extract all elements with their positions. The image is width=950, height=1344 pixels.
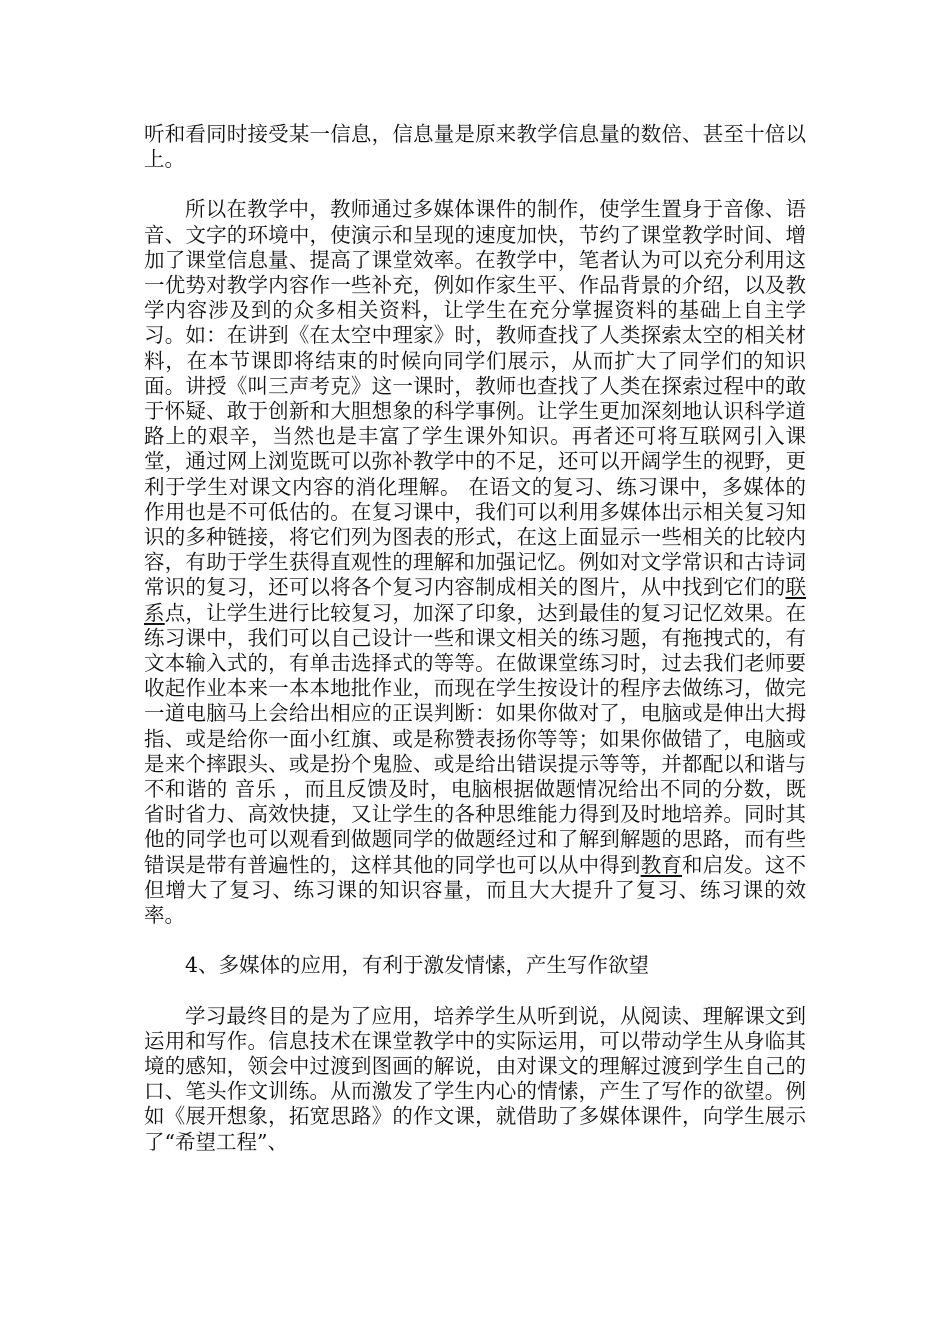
paragraph-2 [144, 197, 806, 928]
document-page [144, 122, 806, 1180]
underlined-term-jiaoyu: 教育 [640, 852, 683, 877]
paragraph-1 [144, 122, 806, 172]
paragraph-3 [144, 1004, 806, 1155]
paragraph-text: 学习最终目的是为了应用，培养学生从听到说，从阅读、理解课文到运用和写作。信息技术在课堂教学中的实际运用，可以带动学生从身临其境的感知，领会中过渡到图画的解说，由对课文的理解过渡到学生自己的口、笔头作文训练。从而激发了学生内心的情愫，产生了写作的欲望。例如《展开想象，拓宽思路》的作文课，就借助了多媒体课件，向学生展示了“希望工程”、 [144, 1003, 806, 1154]
section-heading-4 [144, 953, 806, 978]
paragraph-text: 点，让学生进行比较复习，加深了印象，达到最佳的复习记忆效果。在练习课中，我们可以自己设计一些和课文相关的练习题，有拖拽式的，有文本输入式的，有单击选择式的等等。在做课堂练习时，过去我们老师要收起作业本来一本本地批作业，而现在学生按设计的程序去做练习，做完一道电脑马上会给出相应的正误判断：如果你做对了，电脑或是伸出大拇指、或是给你一面小红旗、或是称赞表扬你等等；如果你做错了，电脑或是来个摔跟头、或是扮个鬼脸、或是给出错误提示等等，并都配以和谐与不和谐的 音乐 ，而且反馈及时，电脑根据做题情况给出不同的分数，既省时省力、高效快捷，又让学生的各种思维能力得到及时地培养。同时其他的同学也可以观看到做题同学的做题经过和了解到解题的思路，而有些错误是带有普遍性的，这样其他的同学也可以从中得到 [144, 600, 807, 877]
underlined-term-lianxi: 联系 [144, 575, 806, 625]
paragraph-text: 和启发。这不但增大了复习、练习课的知识容量，而且大大提升了复习、练习课的效率。 [144, 852, 807, 928]
heading-text: 4、多媒体的应用，有利于激发情愫，产生写作欲望 [185, 953, 650, 978]
paragraph-text: 听和看同时接受某一信息，信息量是原来教学信息量的数倍、甚至十倍以上。 [144, 122, 806, 172]
paragraph-text: 所以在教学中，教师通过多媒体课件的制作，使学生置身于音像、语音、文字的环境中，使演示和呈现的速度加快，节约了课堂教学时间、增加了课堂信息量、提高了课堂效率。在教学中，笔者认为可以充分利用这一优势对教学内容作一些补充，例如作家生平、作品背景的介绍，以及教学内容涉及到的众多相关资料，让学生在充分掌握资料的基础上自主学习。如：在讲到《在太空中理家》时，教师查找了人类探索太空的相关材料，在本节课即将结束的时候向同学们展示，从而扩大了同学们的知识面。讲授《叫三声考克》这一课时，教师也查找了人类在探索过程中的敢于怀疑、敢于创新和大胆想象的科学事例。让学生更加深刻地认识科学道路上的艰辛，当然也是丰富了学生课外知识。再者还可将互联网引入课堂，通过网上浏览既可以弥补教学中的不足，还可以开阔学生的视野，更利于学生对课文内容的消化理解。 在语文的复习、练习课中，多媒体的作用也是不可低估的。在复习课中，我们可以利用多媒体出示相关复习知识的多种链接，将它们列为图表的形式，在这上面显示一些相关的比较内容，有助于学生获得直观性的理解和加强记忆。例如对文学常识和古诗词常识的复习，还可以将各个复习内容制成相关的图片，从中找到它们的 [144, 197, 806, 600]
